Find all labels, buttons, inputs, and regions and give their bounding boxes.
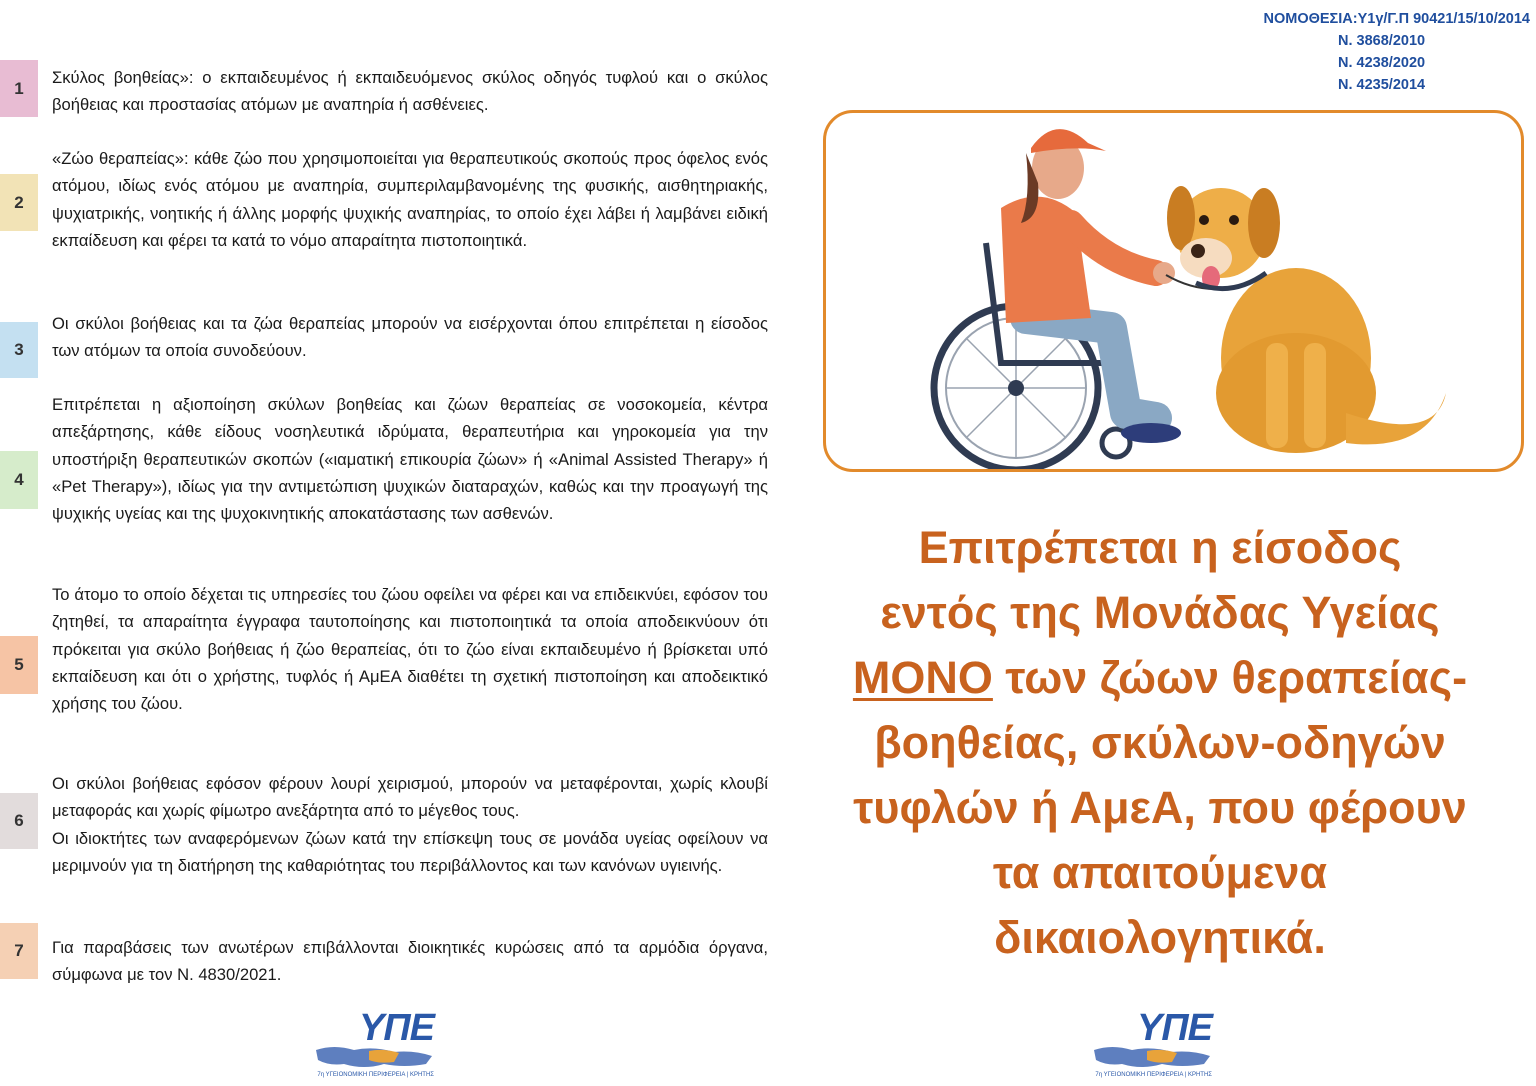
logo-text: ΥΠΕ	[359, 1007, 434, 1049]
logo-caption: 7η ΥΓΕΙΟΝΟΜΙΚΗ ΠΕΡΙΦΕΡΕΙΑ | ΚΡΗΤΗΣ	[1095, 1072, 1212, 1078]
crete-map-icon	[314, 1042, 434, 1072]
headline-line-7: δικαιολογητικά.	[994, 912, 1326, 963]
item-text-6: Οι σκύλοι βοήθειας εφόσον φέρουν λουρί χειρισμού, μπορούν να μεταφέρονται, χωρίς κλουβί μεταφοράς και χωρίς φίμωτρο ανεξάρτητα από το μέγεθος τους. Οι ιδιοκτήτες των αναφερόμενων ζώων κατά την επίσκεψη τους σε μονάδα υγείας οφείλουν να μεριμνούν για τη διατήρηση της καθαριότητας του περιβάλλοντος και των κανόνων υγιεινής.	[52, 774, 768, 875]
headline-line-4: βοηθείας, σκύλων-οδηγών	[874, 717, 1446, 768]
law-1: Ν. 3868/2010	[1338, 33, 1426, 49]
headline-line-5: τυφλών ή ΑμεΑ, που φέρουν	[853, 782, 1467, 833]
item-text-7: Για παραβάσεις των ανωτέρων επιβάλλονται διοικητικές κυρώσεις από τα αρμόδια όργανα, σύμφωνα με τον Ν. 4830/2021.	[52, 938, 768, 985]
logo-text: ΥΠΕ	[1137, 1007, 1212, 1049]
headline-emphasis: ΜΟΝΟ	[852, 652, 993, 703]
item-text-5: Το άτομο το οποίο δέχεται τις υπηρεσίες του ζώου οφείλει να φέρει και να επιδεικνύει, εφόσον του ζητηθεί, τα απαραίτητα έγγραφα ταυτοποίησης και πιστοποιητικά τα οποία αποδεικνύουν ότι πρόκειται για σκύλο βοήθειας ή ζώο θεραπείας, ότι το ζώο είναι εκπαιδευμένο ή βρίσκεται υπό εκπαίδευση και ότι ο χρήστης, τυφλός ή ΑμΕΑ διαθέτει τη σχετική πιστοποίηση και αποδεικτικό χρήσης του ζώου.	[52, 585, 768, 714]
headline-line-1: Επιτρέπεται η είσοδος	[918, 522, 1402, 573]
law-2: Ν. 4238/2020	[1338, 55, 1426, 71]
item-text-4: Επιτρέπεται η αξιοποίηση σκύλων βοηθείας και ζώων θεραπείας σε νοσοκομεία, κέντρα απεξάρτησης, κάθε είδους νοσηλευτικά ιδρύματα, θεραπευτήρια και γηροκομεία για την υποστήριξη θεραπευτικών σκοπών («ιαματική επικουρία ζώων» ή «Animal Assisted Therapy» ή «Pet Therapy»), ιδίως για την αντιμετώπιση ψυχικών διαταραχών, καθώς και την προαγωγή της ψυχικής υγείας και της ψυχοκινητικής αποκατάστασης των ασθενών.	[52, 395, 768, 524]
ype-logo-right	[1092, 1008, 1212, 1080]
headline-line-3-rest: των ζώων θεραπείας-	[992, 652, 1468, 703]
headline-line-6: τα απαιτούμενα	[992, 847, 1328, 898]
wheelchair-dog-illustration	[826, 113, 1521, 469]
item-text-2: «Ζώο θεραπείας»: κάθε ζώο που χρησιμοποιείται για θεραπευτικούς σκοπούς προς όφελος ενός ατόμου, ιδίως ενός ατόμου με αναπηρία, συμπεριλαμβανομένης της φυσικής, αισθητηριακής, ψυχιατρικής, νοητικής ή άλλης μορφής ψυχικής αναπηρίας, το οποίο έχει λάβει ή λαμβάνει ειδική εκπαίδευση και φέρει τα κατά το νόμο απαραίτητα πιστοποιητικά.	[52, 149, 768, 250]
headline-line-3	[790, 645, 1530, 710]
illustration-frame	[823, 110, 1524, 472]
item-number-4: 4	[0, 451, 38, 509]
headline	[790, 515, 1530, 970]
item-number-7: 7	[0, 923, 38, 979]
item-text-3: Οι σκύλοι βοήθειας και τα ζώα θεραπείας μπορούν να εισέρχονται όπου επιτρέπεται η είσοδος των ατόμων τα οποία συνοδεύουν.	[52, 314, 768, 361]
item-number-1: 1	[0, 60, 38, 117]
ype-logo-left	[314, 1008, 434, 1080]
item-text-1: Σκύλος βοηθείας»: ο εκπαιδευμένος ή εκπαιδευόμενος σκύλος οδηγός τυφλού και ο σκύλος βοήθειας και προστασίας ατόμων με αναπηρία ή ασθένειες.	[52, 68, 768, 115]
item-number-3: 3	[0, 322, 38, 378]
logo-caption: 7η ΥΓΕΙΟΝΟΜΙΚΗ ΠΕΡΙΦΕΡΕΙΑ | ΚΡΗΤΗΣ	[317, 1072, 434, 1078]
item-number-5: 5	[0, 636, 38, 694]
item-number-2: 2	[0, 174, 38, 231]
legislation-title: ΝΟΜΟΘΕΣΙΑ:Υ1γ/Γ.Π 90421/15/10/2014	[1263, 11, 1530, 27]
law-3: Ν. 4235/2014	[1338, 77, 1426, 93]
crete-map-icon	[1092, 1042, 1212, 1072]
legislation-block	[1200, 8, 1530, 96]
headline-line-2: εντός της Μονάδας Υγείας	[880, 587, 1440, 638]
item-number-6: 6	[0, 793, 38, 849]
